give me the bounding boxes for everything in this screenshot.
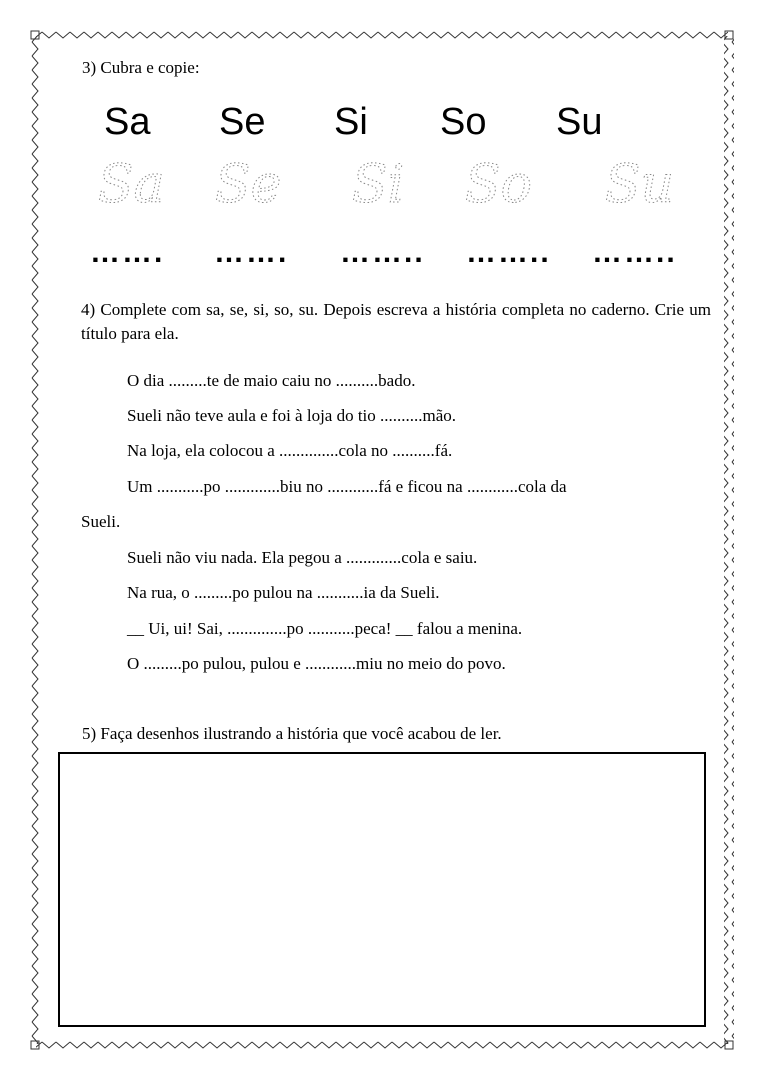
story-line[interactable]: Sueli não viu nada. Ela pegou a .............cola e saiu. (127, 548, 478, 567)
syllable-so: So (440, 101, 487, 143)
drawing-area[interactable] (58, 752, 706, 1027)
story-line[interactable]: O dia .........te de maio caiu no ..........bado. (127, 371, 416, 390)
copy-blank-4[interactable]: …….. (466, 236, 551, 269)
exercise-5-instruction: 5) Faça desenhos ilustrando a história que você acabou de ler. (82, 724, 502, 743)
trace-so: So (465, 155, 532, 215)
syllable-su: Su (556, 101, 603, 143)
copy-blank-5[interactable]: …….. (592, 236, 677, 269)
exercise-3-title: 3) Cubra e copie: (82, 58, 200, 77)
trace-su: Su (605, 155, 675, 215)
copy-blank-3[interactable]: …….. (340, 236, 425, 269)
story-line: Sueli. (81, 512, 121, 531)
story-line[interactable]: __ Ui, ui! Sai, ..............po ...........peca! __ falou a menina. (127, 619, 523, 638)
story-line[interactable]: Na loja, ela colocou a ..............cola no ..........fá. (127, 441, 453, 460)
copy-blank-2[interactable]: ……. (214, 236, 289, 269)
syllable-si: Si (334, 101, 368, 143)
cursive-trace-row (80, 150, 700, 220)
story-line[interactable]: Um ...........po .............biu no ............fá e ficou na ............cola da (127, 477, 567, 496)
story-line[interactable]: Na rua, o .........po pulou na ...........ia da Sueli. (127, 583, 440, 602)
syllable-se: Se (219, 101, 266, 143)
copy-blank-1[interactable]: ……. (90, 236, 165, 269)
trace-se: Se (215, 155, 282, 215)
syllable-sa: Sa (104, 101, 151, 143)
story-line[interactable]: O .........po pulou, pulou e ............miu no meio do povo. (127, 654, 506, 673)
trace-si: Si (352, 155, 405, 215)
story-line[interactable]: Sueli não teve aula e foi à loja do tio ..........mão. (127, 406, 457, 425)
trace-sa: Sa (98, 155, 165, 215)
exercise-4-instruction: 4) Complete com sa, se, si, so, su. Depois escreva a história completa no caderno. Crie um título para ela. (81, 300, 711, 343)
